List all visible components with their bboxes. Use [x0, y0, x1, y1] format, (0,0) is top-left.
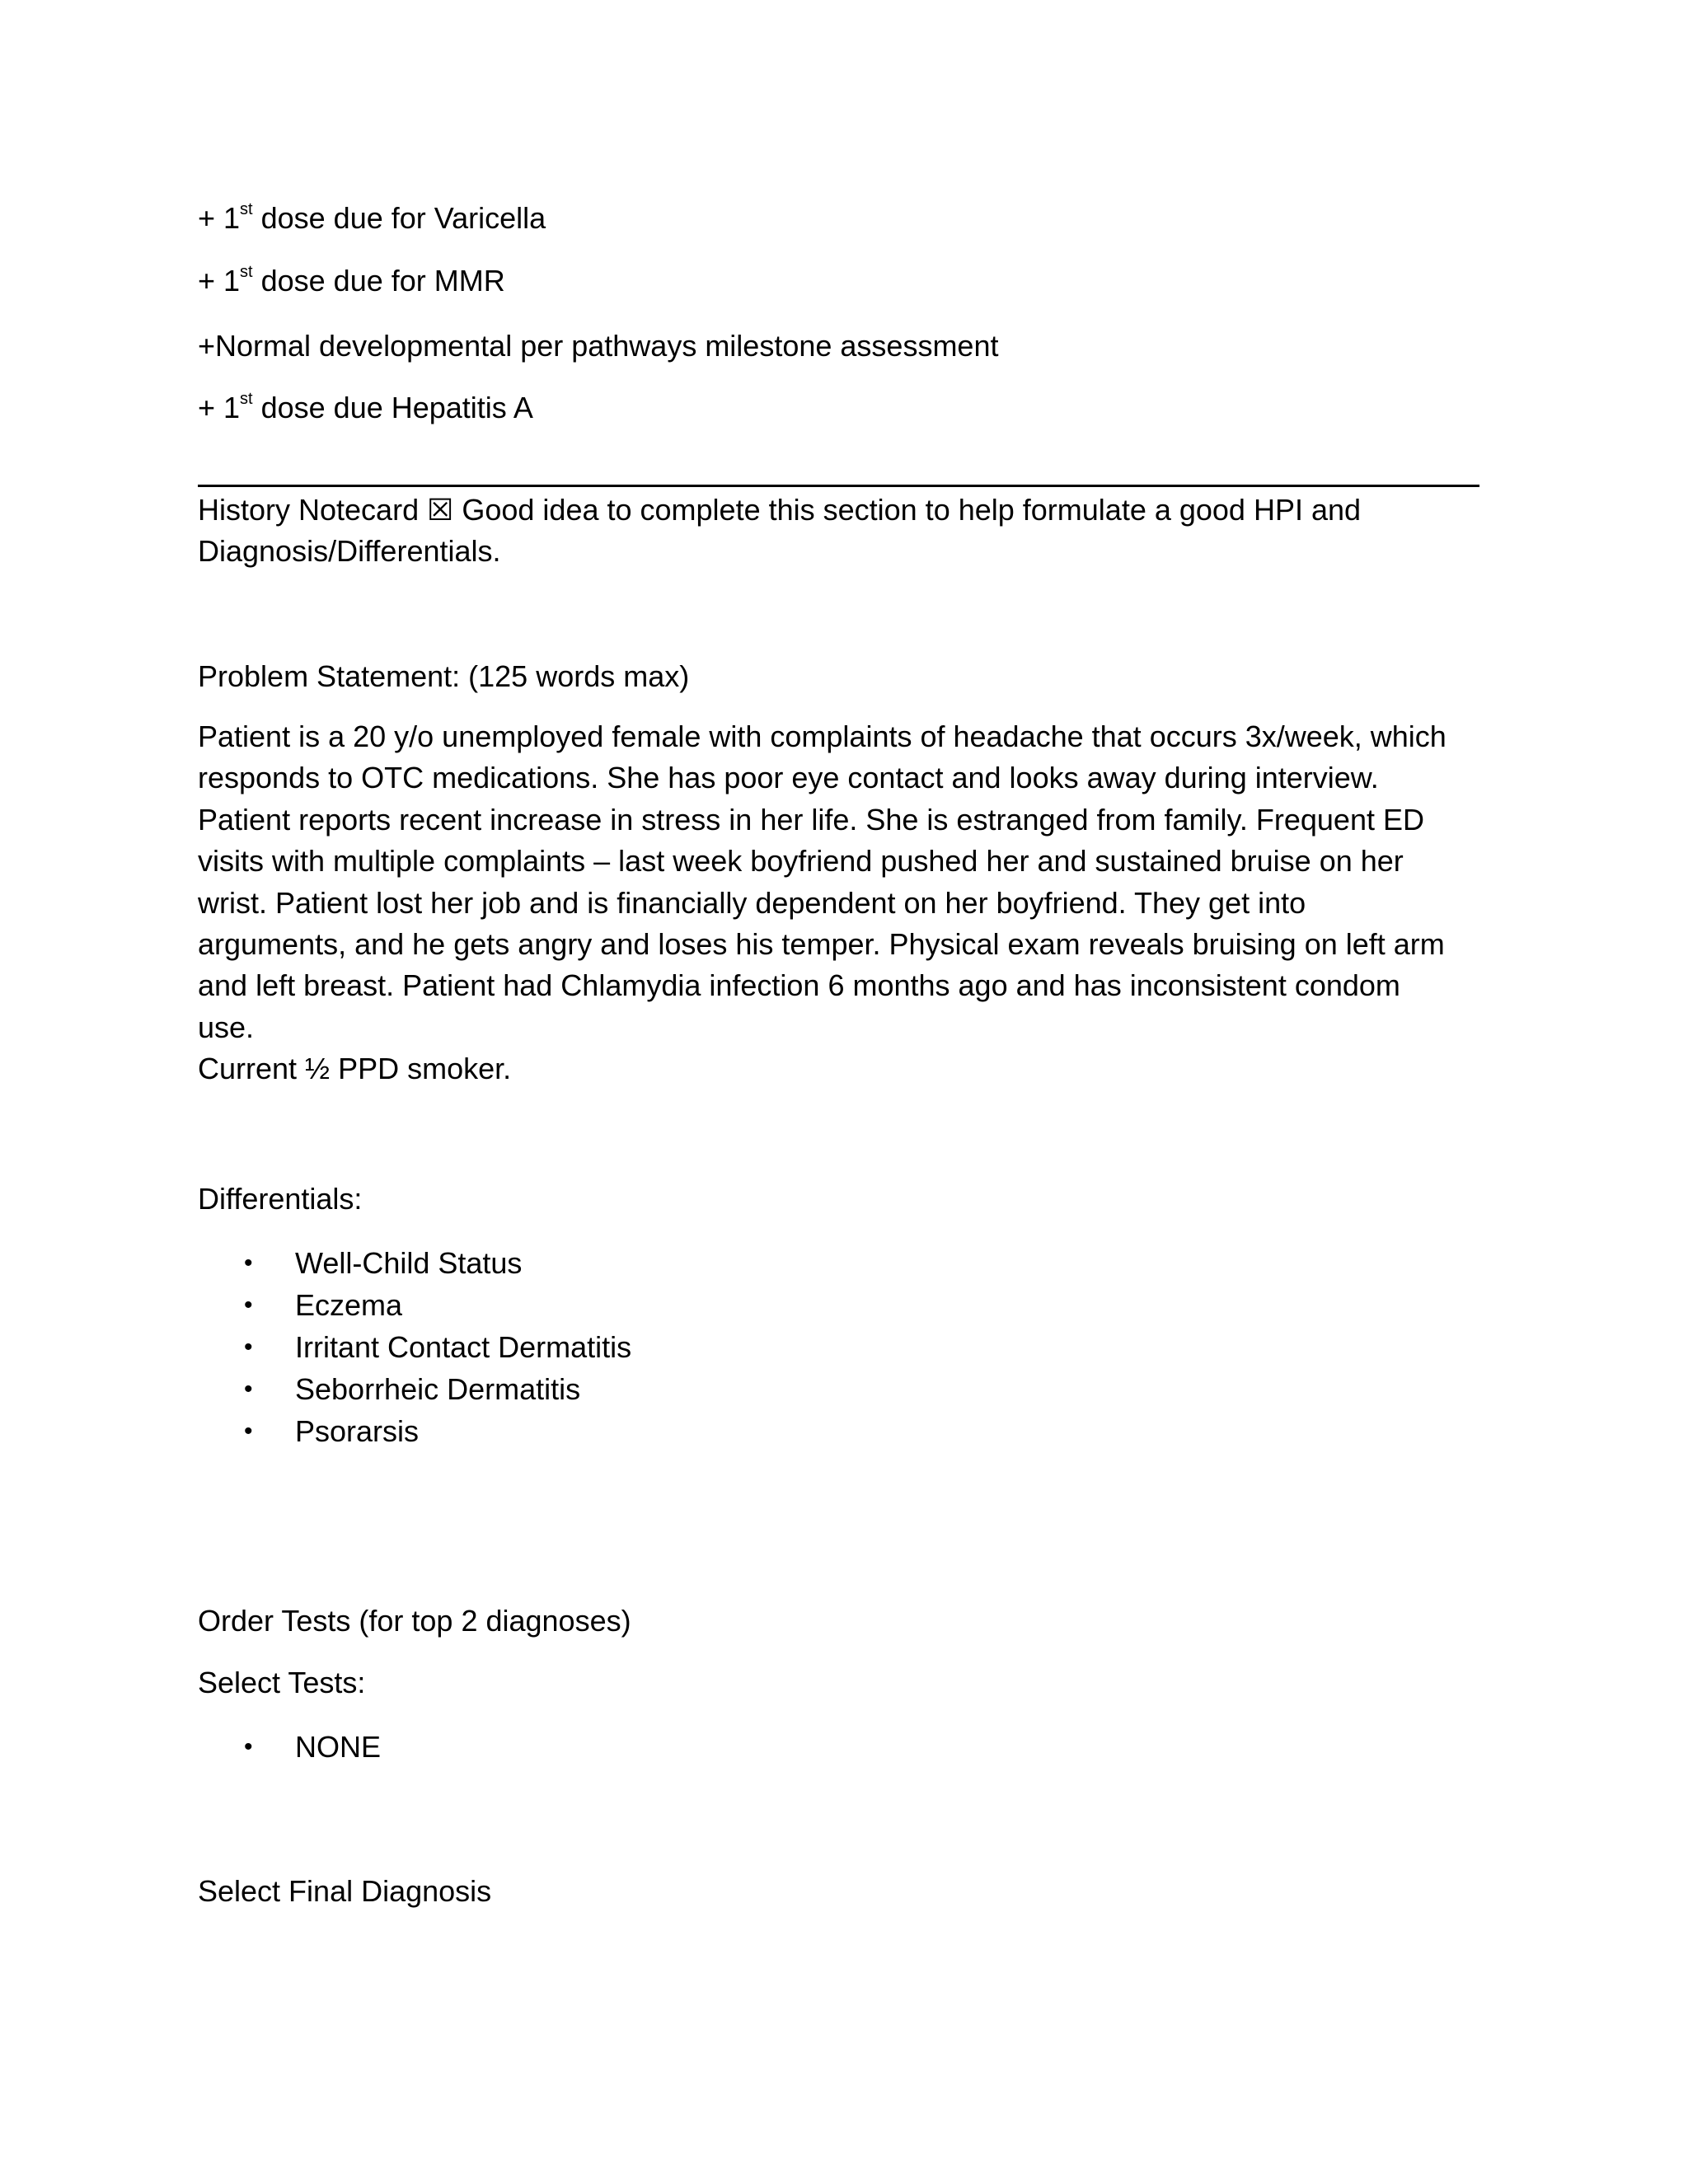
list-item: • NONE	[198, 1726, 381, 1768]
bullet-icon: •	[244, 1733, 253, 1760]
problem-statement-line: responds to OTC medications. She has poor eye contact and looks away during interview.	[198, 761, 1379, 795]
select-tests-label: Select Tests:	[198, 1666, 366, 1699]
differentials-list	[198, 1242, 631, 1452]
problem-statement-line: and left breast. Patient had Chlamydia infection 6 months ago and has inconsistent condom	[198, 968, 1400, 1003]
bullet-icon: •	[244, 1418, 253, 1445]
bullet-icon: •	[244, 1291, 253, 1319]
differentials-heading: Differentials:	[198, 1182, 363, 1216]
list-item: • Psorarsis	[198, 1410, 631, 1452]
immunization-mmr: + 1st dose due for MMR	[198, 263, 505, 298]
problem-statement-body	[198, 716, 1492, 1090]
problem-statement-line: use.	[198, 1010, 255, 1044]
bullet-icon: •	[244, 1333, 253, 1361]
problem-statement-line: wrist. Patient lost her job and is financially dependent on her boyfriend. They get into	[198, 885, 1306, 920]
immunization-varicella: + 1st dose due for Varicella	[198, 200, 546, 235]
bullet-icon: •	[244, 1376, 253, 1403]
list-item: • Irritant Contact Dermatitis	[198, 1326, 631, 1368]
history-notecard-line-1: History Notecard ☒ Good idea to complete this section to help formulate a good HPI and	[198, 493, 1362, 527]
problem-statement-line: Patient is a 20 y/o unemployed female with complaints of headache that occurs 3x/week, which	[198, 719, 1447, 753]
problem-statement-line: Patient reports recent increase in stress in her life. She is estranged from family. Frequent ED	[198, 802, 1424, 837]
tests-list	[198, 1726, 381, 1768]
problem-statement-heading: Problem Statement: (125 words max)	[198, 659, 690, 693]
problem-statement-line: visits with multiple complaints – last week boyfriend pushed her and sustained bruise on her	[198, 844, 1404, 879]
list-item: • Eczema	[198, 1284, 631, 1326]
order-tests-heading: Order Tests (for top 2 diagnoses)	[198, 1604, 631, 1638]
history-notecard-line-2: Diagnosis/Differentials.	[198, 534, 501, 568]
problem-statement-line: arguments, and he gets angry and loses his temper. Physical exam reveals bruising on left arm	[198, 927, 1445, 962]
bullet-icon: •	[244, 1249, 253, 1277]
final-diagnosis-heading: Select Final Diagnosis	[198, 1874, 492, 1908]
problem-statement-line: Current ½ PPD smoker.	[198, 1052, 512, 1086]
developmental-assessment: +Normal developmental per pathways milestone assessment	[198, 329, 999, 363]
list-item: • Well-Child Status	[198, 1242, 631, 1284]
immunization-hepatitis-a: + 1st dose due Hepatitis A	[198, 390, 533, 424]
list-item: • Seborrheic Dermatitis	[198, 1368, 631, 1410]
section-divider	[198, 485, 1479, 487]
